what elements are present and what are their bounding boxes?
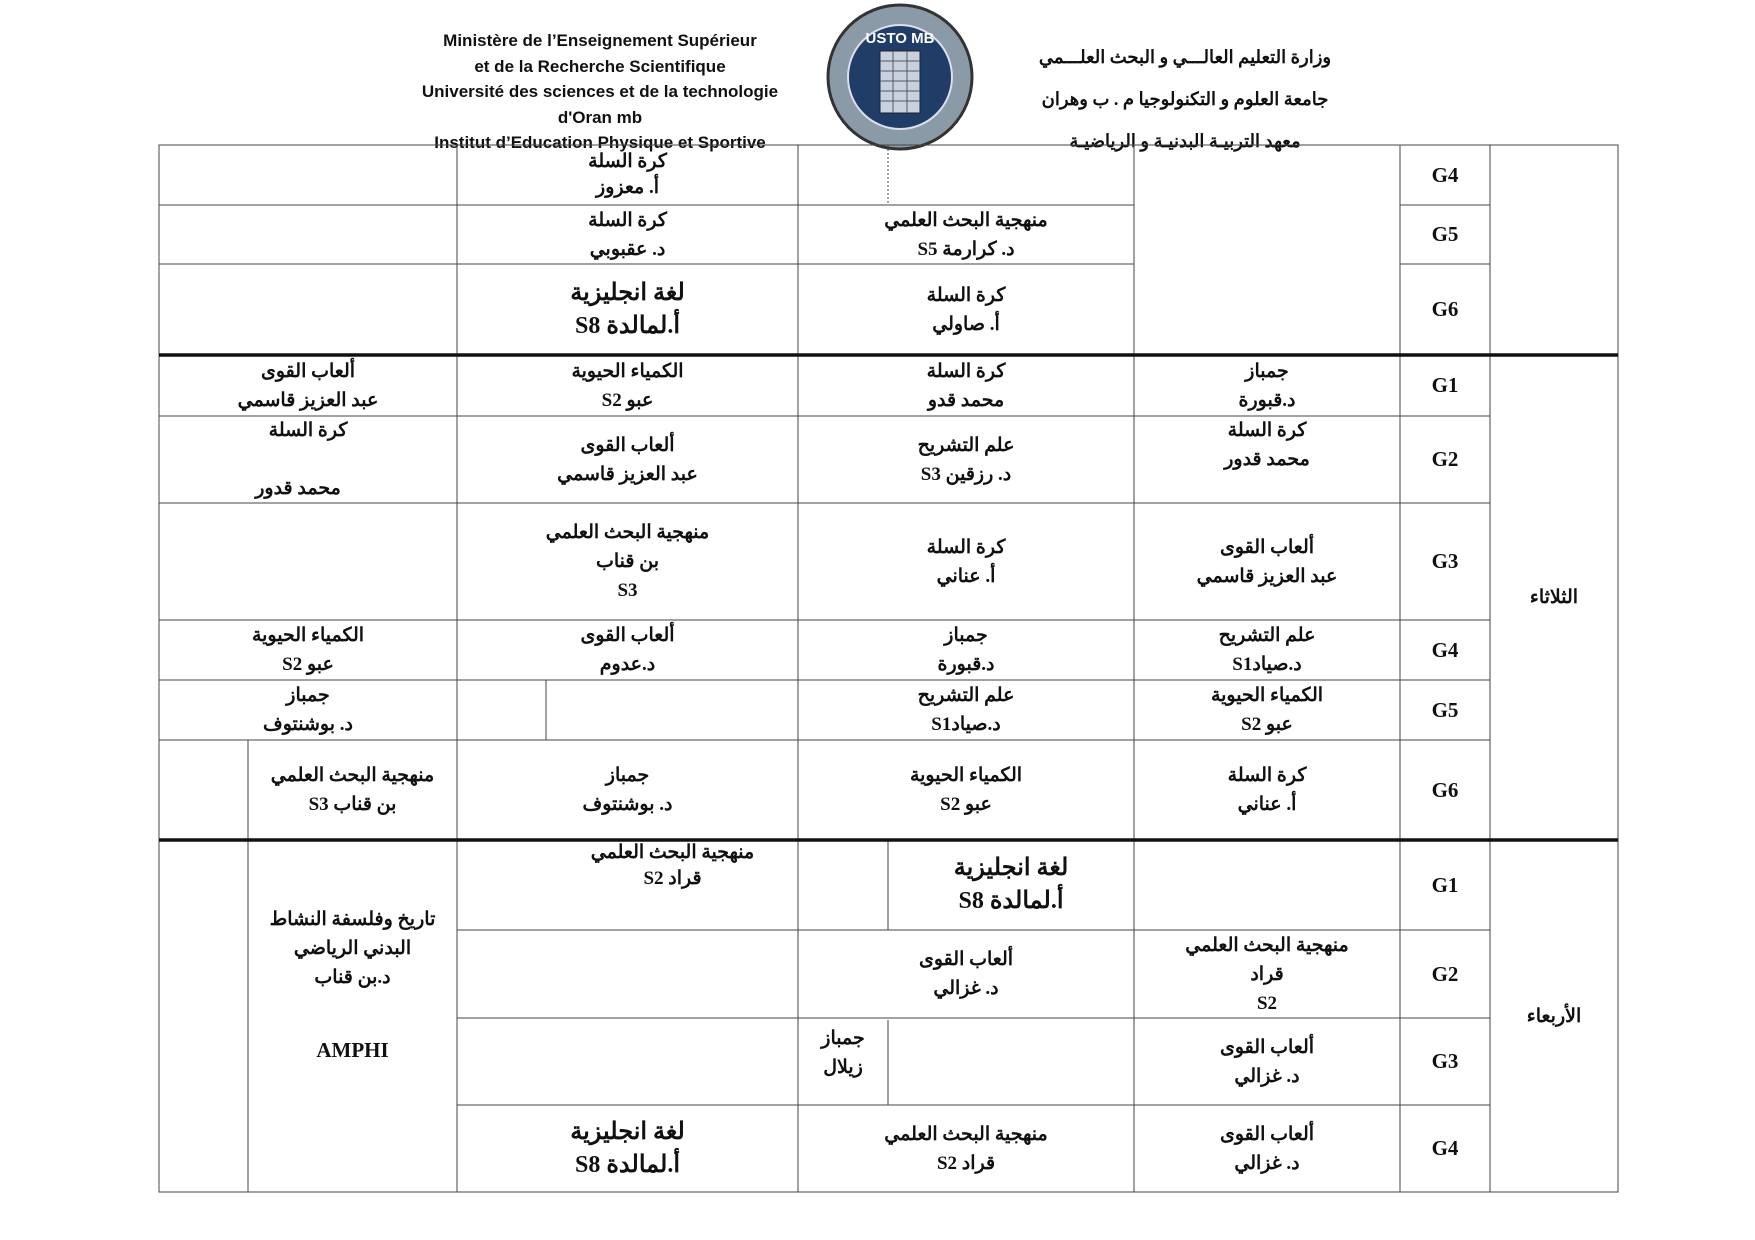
session-teacher: بن قناب S3 xyxy=(308,794,397,815)
ministry-arabic: وزارة التعليم العالـــي و البحث العلـــمي xyxy=(1038,47,1332,67)
amphi-lecture-cell xyxy=(248,905,457,1090)
session-cell xyxy=(248,740,457,840)
session-teacher: أ. عناني xyxy=(1237,794,1297,815)
session-cell xyxy=(457,264,798,355)
session-subject: منهجية البحث العلمي xyxy=(884,209,1048,231)
session-subject: كرة السلة xyxy=(1227,420,1307,441)
group-label: G2 xyxy=(1431,447,1459,471)
session-cell xyxy=(798,205,1134,264)
session-cell xyxy=(798,1105,1134,1192)
ministry-line-1: Ministère de l’Enseignement Supérieur xyxy=(443,31,757,50)
session-teacher: أ. عناني xyxy=(936,565,996,587)
session-subject: جمباز xyxy=(286,685,330,706)
session-cell xyxy=(457,416,798,503)
session-subject: الكمياء الحيوية xyxy=(909,765,1023,786)
session-subject: الكمياء الحيوية xyxy=(571,360,684,382)
session-subject: لغة انجليزية xyxy=(570,1118,685,1145)
session-subject: لغة انجليزية xyxy=(953,855,1069,881)
lecture-room: AMPHI xyxy=(316,1038,389,1062)
session-teacher: أ.لمالدة S8 xyxy=(575,1151,681,1178)
session-subject: منهجية البحث العلمي xyxy=(270,765,435,786)
session-subject: علم التشريح xyxy=(917,434,1015,456)
session-teacher: أ.لمالدة S8 xyxy=(958,888,1064,914)
session-subject: كرة السلة xyxy=(588,151,667,172)
session-subject: جمباز xyxy=(944,625,988,646)
session-subject: ألعاب القوى xyxy=(1219,536,1315,558)
session-teacher: عبو S2 xyxy=(1241,714,1293,735)
session-cell xyxy=(1134,930,1400,1018)
session-subject: كرة السلة xyxy=(926,360,1006,382)
session-teacher: أ.لمالدة S8 xyxy=(575,312,681,339)
session-subject: منهجية البحث العلمي xyxy=(1185,934,1349,956)
session-cell xyxy=(798,416,1134,503)
session-subject: كرة السلة xyxy=(926,536,1006,558)
session-cell xyxy=(457,1105,798,1192)
group-label: G3 xyxy=(1431,1049,1459,1073)
session-teacher: عبد العزيز قاسمي xyxy=(1196,565,1338,587)
session-subject: جمباز xyxy=(1245,360,1289,382)
group-label: G2 xyxy=(1431,961,1459,986)
session-cell xyxy=(798,930,1134,1018)
session-cell xyxy=(457,740,798,840)
session-subject: ألعاب القوى xyxy=(1219,1123,1315,1145)
group-label: G6 xyxy=(1431,777,1459,802)
session-teacher: قراد S2 xyxy=(936,1152,996,1174)
session-teacher: د. غزالي xyxy=(1234,1065,1300,1087)
session-cell xyxy=(1134,503,1400,620)
group-label: G5 xyxy=(1431,697,1459,722)
session-cell xyxy=(159,416,457,503)
group-label: G6 xyxy=(1431,297,1459,321)
session-teacher: قراد S2 xyxy=(643,868,702,889)
session-cell xyxy=(457,620,798,680)
session-cell xyxy=(457,840,888,892)
session-subject: الكمياء الحيوية xyxy=(1210,685,1324,706)
session-teacher: د. عقبوبي xyxy=(589,238,666,260)
session-teacher: د.عدوم xyxy=(599,654,656,675)
group-label: G1 xyxy=(1431,872,1459,897)
session-cell xyxy=(1134,1018,1400,1105)
session-cell xyxy=(1134,355,1400,416)
session-teacher: أ. صاولي xyxy=(932,313,1000,335)
session-teacher: عبو S2 xyxy=(601,389,654,411)
group-label: G4 xyxy=(1431,637,1459,662)
session-subject: منهجية البحث العلمي xyxy=(545,522,710,543)
session-teacher: محمد قدور xyxy=(255,478,341,499)
session-teacher: محمد قدور xyxy=(1224,449,1310,470)
session-cell xyxy=(1134,416,1400,503)
group-label: G5 xyxy=(1431,222,1459,246)
session-cell xyxy=(798,620,1134,680)
session-teacher: د. غزالي xyxy=(933,978,999,999)
session-subject: لغة انجليزية xyxy=(570,279,685,306)
session-cell xyxy=(159,355,457,416)
session-cell xyxy=(457,205,798,264)
session-subject: ألعاب القوى xyxy=(918,949,1014,970)
session-teacher: د. غزالي xyxy=(1234,1152,1300,1174)
session-cell xyxy=(798,355,1134,416)
session-teacher: أ. معزوز xyxy=(596,177,659,198)
session-cell xyxy=(457,355,798,416)
session-teacher: د.قبورة xyxy=(1238,389,1296,411)
session-cell xyxy=(1134,680,1400,740)
session-teacher: عبد العزيز قاسمي xyxy=(557,463,698,485)
session-teacher: د. رزقين S3 xyxy=(920,463,1012,485)
session-cell xyxy=(159,620,457,680)
session-teacher: د.صيادS1 xyxy=(1232,654,1302,675)
session-teacher: زيلال xyxy=(823,1057,863,1078)
session-subject: جمباز xyxy=(821,1028,865,1049)
french-header xyxy=(380,28,820,156)
session-cell xyxy=(798,740,1134,840)
session-teacher: د.صيادS1 xyxy=(931,714,1001,735)
session-subject: جمباز xyxy=(605,765,650,786)
session-cell xyxy=(798,680,1134,740)
university-logo xyxy=(826,3,974,151)
session-subject: علم التشريح xyxy=(917,685,1015,706)
day-wednesday: الأربعاء xyxy=(1526,1005,1582,1027)
institute-arabic: معهد التربيـة البدنيـة و الرياضيـة xyxy=(1069,131,1301,151)
session-cell xyxy=(457,145,798,205)
ministry-line-2: et de la Recherche Scientifique xyxy=(474,56,726,76)
lecture-title-line-1: تاريخ وفلسفة النشاط xyxy=(269,909,436,930)
session-teacher: د. بوشنتوف xyxy=(582,794,673,815)
session-subject: كرة السلة xyxy=(1227,765,1307,786)
session-teacher: قراد xyxy=(1250,963,1284,985)
session-subject: منهجية البحث العلمي xyxy=(590,842,755,863)
session-cell xyxy=(798,264,1134,355)
group-label: G1 xyxy=(1431,373,1459,397)
session-subject: كرة السلة xyxy=(268,420,348,441)
university-arabic: جامعة العلوم و التكنولوجيا م . ب وهران xyxy=(1041,89,1329,109)
group-label: G4 xyxy=(1431,162,1459,187)
arabic-header xyxy=(990,36,1380,162)
session-subject: ألعاب القوى xyxy=(260,360,356,382)
day-tuesday: الثلاثاء xyxy=(1529,587,1579,608)
session-teacher: عبد العزيز قاسمي xyxy=(237,389,379,411)
university-line-2: d'Oran mb xyxy=(557,107,643,127)
lecture-title-line-2: البدني الرياضي xyxy=(293,938,412,959)
session-subject: علم التشريح xyxy=(1218,625,1316,646)
logo-text: USTO MB xyxy=(865,30,935,47)
session-cell xyxy=(798,1018,888,1088)
session-subject: كرة السلة xyxy=(588,209,667,231)
session-teacher: عبو S2 xyxy=(282,654,334,675)
session-teacher: بن قناب xyxy=(596,551,659,572)
session-subject: ألعاب القوى xyxy=(1219,1036,1315,1058)
session-cell xyxy=(159,680,457,740)
session-cell xyxy=(457,503,798,620)
session-cell xyxy=(1134,620,1400,680)
session-teacher: محمد قدو xyxy=(927,389,1005,411)
session-subject: ألعاب القوى xyxy=(580,434,675,456)
session-subject: منهجية البحث العلمي xyxy=(884,1123,1048,1145)
lecture-teacher: د.بن قناب xyxy=(314,967,391,988)
institute-line: Institut d’Education Physique et Sportive xyxy=(434,133,766,152)
group-label: G4 xyxy=(1431,1136,1459,1160)
university-line-1: Université des sciences et de la technologie xyxy=(421,82,779,101)
session-cell xyxy=(1134,740,1400,840)
session-room: S3 xyxy=(617,580,638,601)
session-teacher: د. بوشنتوف xyxy=(263,714,353,735)
session-teacher: د. كرارمة S5 xyxy=(917,238,1015,260)
session-room: S2 xyxy=(1256,992,1278,1014)
session-subject: كرة السلة xyxy=(926,284,1006,306)
group-label: G3 xyxy=(1431,549,1459,573)
session-subject: الكمياء الحيوية xyxy=(251,625,365,646)
session-cell xyxy=(1134,1105,1400,1192)
session-teacher: عبو S2 xyxy=(940,794,992,815)
session-cell xyxy=(798,503,1134,620)
session-subject: ألعاب القوى xyxy=(580,625,675,646)
session-cell xyxy=(888,840,1134,930)
session-teacher: د.قبورة xyxy=(937,654,995,675)
